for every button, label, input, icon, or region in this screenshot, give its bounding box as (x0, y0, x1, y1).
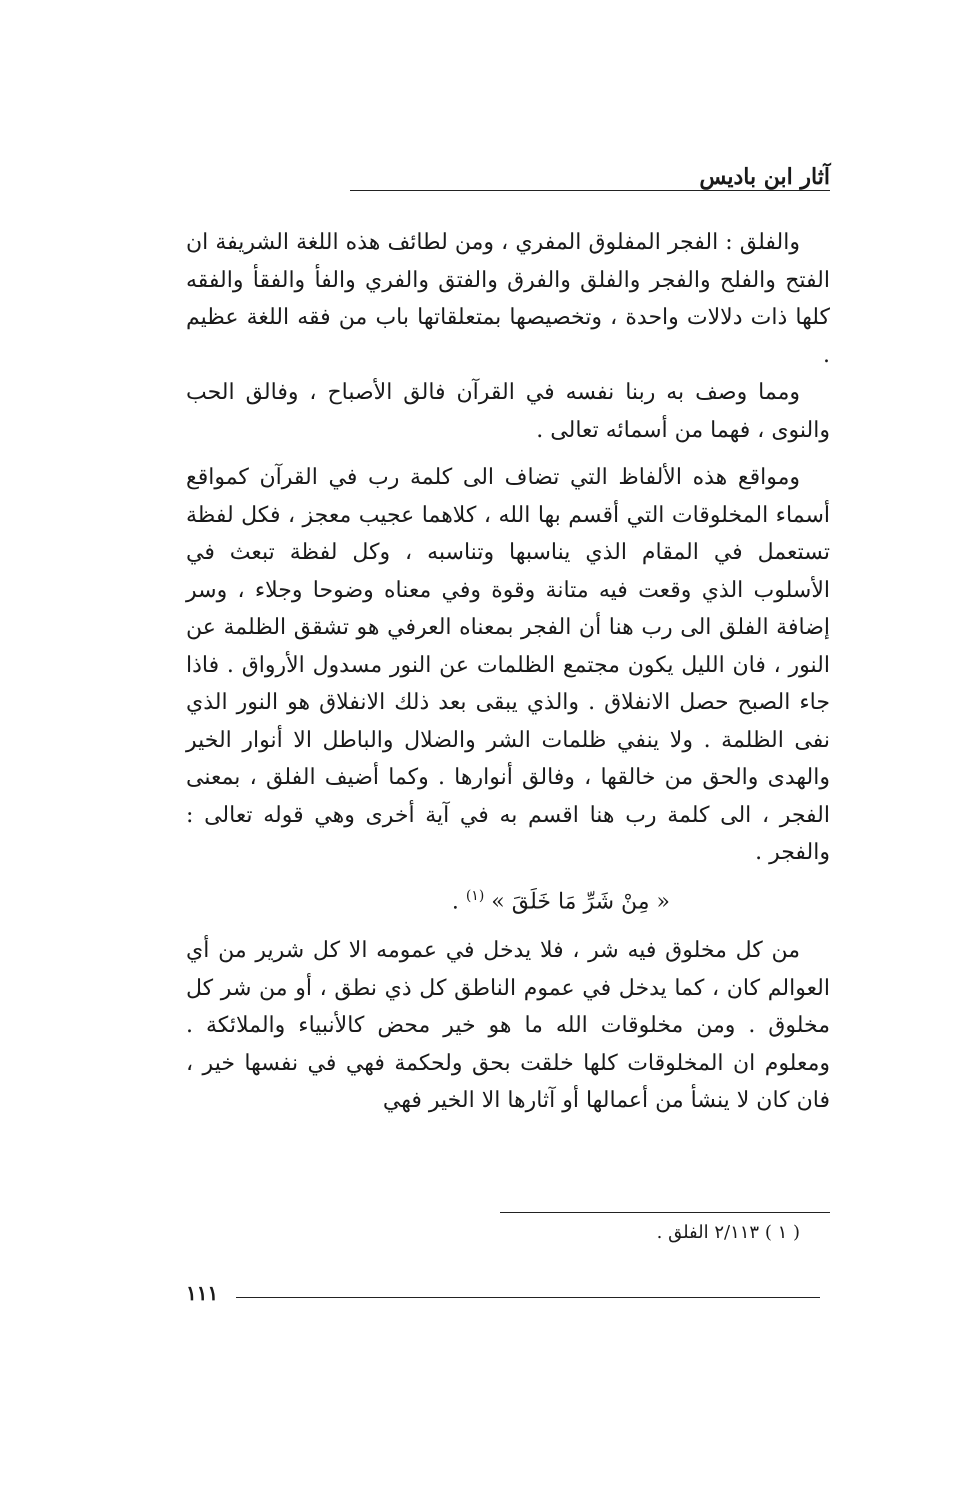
paragraph-2: ومما وصف به ربنا نفسه في القرآن فالق الأصباح ، وفالق الحب والنوى ، فهما من أسمائه تعالى . (186, 380, 830, 443)
running-header (190, 160, 830, 200)
paragraph-3: ومواقع هذه الألفاظ التي تضاف الى كلمة رب في القرآن كمواقع أسماء المخلوقات التي أقسم بها الله ، كلاهما عجيب معجز ، فكل لفظة تستعمل في المقام الذي يناسبها وتناسبه ، وكل لفظة تبعث في الأسلوب الذي وقعت فيه متانة وقوة وفي معناه وضوحا وجلاء ، وسر إضافة الفلق الى رب هنا أن الفجر بمعناه العرفي هو تشقق الظلمة عن النور ، فان الليل يكون مجتمع الظلمات عن النور مسدول الأرواق . فاذا جاء الصبح حصل الانفلاق . والذي يبقى بعد ذلك الانفلاق هو النور الذي نفى الظلمة . ولا ينفي ظلمات الشر والضلال والباطل الا أنوار الخير والهدى والحق من خالقها ، وفالق أنوارها . وكما أضيف الفلق ، بمعنى الفجر ، الى كلمة رب هنا اقسم به في آية أخرى وهي قوله تعالى : والفجر . (186, 465, 830, 865)
page-number: ١١١ (186, 1281, 219, 1305)
footnote-rule (500, 1212, 830, 1213)
quran-verse (186, 878, 830, 921)
header-title: آثار ابن باديس (699, 164, 830, 190)
paragraph-4: من كل مخلوق فيه شر ، فلا يدخل في عمومه الا كل شرير من أي العوالم كان ، كما يدخل في عموم الناطق كل ذي نطق ، أو من شر كل مخلوق . ومن مخلوقات الله ما هو خير محض كالأنبياء والملائكة . ومعلوم ان المخلوقات كلها خلقت بحق ولحكمة فهي في نفسها خير ، فان كان لا ينشأ من أعمالها أو آثارها الا الخير فهي (186, 938, 830, 1114)
verse-text: « مِنْ شَرِّ مَا خَلَقَ » (491, 888, 670, 914)
header-rule (350, 190, 830, 191)
footer-rule (236, 1297, 820, 1298)
footnote-marker: (١) (465, 887, 485, 904)
verse-end: . (451, 888, 459, 914)
body-text (186, 224, 830, 1120)
paragraph-1: والفلق : الفجر المفلوق المفري ، ومن لطائف هذه اللغة الشريفة ان الفتح والفلح والفجر والفلق والفرق والفتق والفري والفأ والفقأ والفقه كلها ذات دلالات واحدة ، وتخصيصها بمتعلقاتها باب من فقه اللغة عظيم . (186, 230, 830, 368)
footnote: ( ١ ) ٢/١١٣ الفلق . (656, 1222, 800, 1243)
